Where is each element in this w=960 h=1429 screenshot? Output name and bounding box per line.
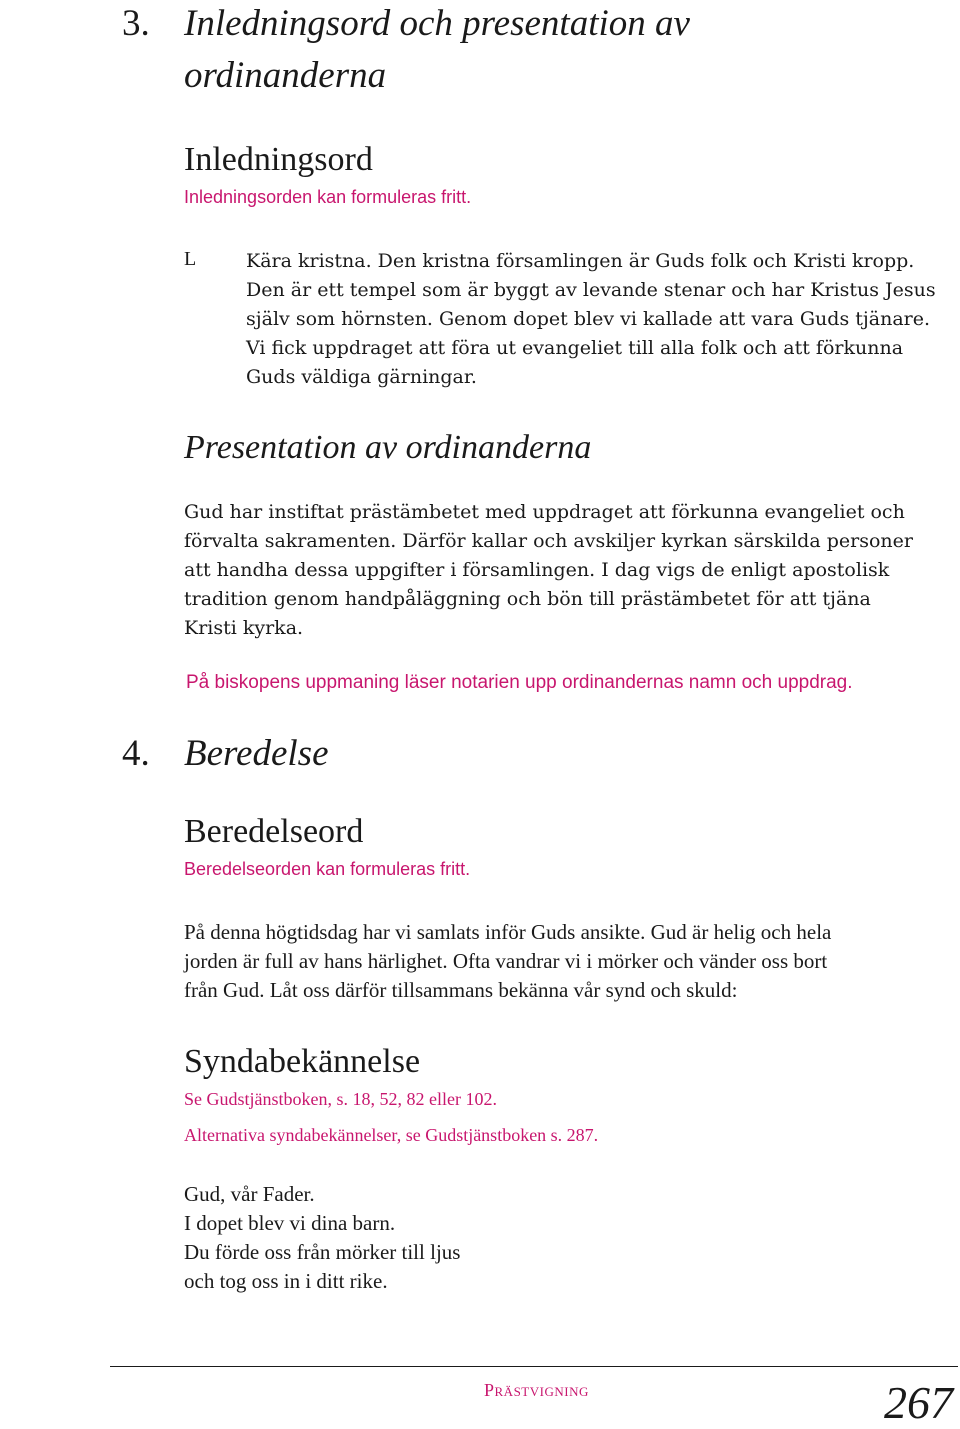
text-line: Guds väldiga gärningar. [246,366,477,388]
text-line: tradition genom handpåläggning och bön till prästämbetet för att tjäna [184,588,871,610]
syndabekannelse-rubric-1: Se Gudstjänstboken, s. 18, 52, 82 eller 102. [184,1089,497,1109]
section-4-heading [0,730,960,780]
beredelseord-rubric: Beredelseorden kan formuleras fritt. [184,859,471,879]
section-title: Beredelse [184,733,329,774]
text-line: Du förde oss från mörker till ljus [184,1240,461,1264]
page-number: 267 [884,1377,953,1428]
text-line: Vi fick uppdraget att föra ut evangeliet till alla folk och att förkunna [246,337,904,359]
section-title-line-1: Inledningsord och presentation av [184,3,690,44]
syndabekannelse-heading: Syndabekännelse [184,1043,421,1080]
beredelseord-text [184,918,958,1005]
section-number: 3. [122,3,150,44]
text-line: Kristi kyrka. [184,617,304,639]
text-line: själv som hörnsten. Genom dopet blev vi kallade att vara Guds tjänare. [246,308,931,330]
text-line: och tog oss in i ditt rike. [184,1269,388,1293]
section-3-heading [0,0,960,100]
text-line: jorden är full av hans härlighet. Ofta vandrar vi i mörker och vänder oss bort [184,949,828,973]
text-line: Den är ett tempel som är byggt av levande stenar och har Kristus Jesus [246,279,936,301]
text-line: att handha dessa uppgifter i församlingen. I dag vigs de enligt apostolisk [184,559,890,581]
text-line: I dopet blev vi dina barn. [184,1211,396,1235]
inledningsord-heading: Inledningsord [184,141,373,178]
presentation-rubric: På biskopens uppmaning läser notarien upp ordinandernas namn och uppdrag. [186,672,853,693]
inledningsord-text [246,247,958,392]
text-line: På denna högtidsdag har vi samlats inför Guds ansikte. Gud är helig och hela [184,920,832,944]
text-line: Kära kristna. Den kristna församlingen är Guds folk och Kristi kropp. [246,250,915,272]
footer-title: Prästvigning [484,1380,589,1400]
beredelseord-heading: Beredelseord [184,813,364,850]
inledningsord-rubric: Inledningsorden kan formuleras fritt. [184,187,472,207]
leader-mark: L [184,248,197,270]
text-line: förvalta sakramenten. Därför kallar och avskiljer kyrkan särskilda personer [184,530,913,552]
presentation-heading: Presentation av ordinanderna [184,429,592,466]
footer-rule [110,1366,958,1367]
text-line: från Gud. Låt oss därför tillsammans bekänna vår synd och skuld: [184,978,738,1002]
syndabekannelse-text [184,1180,784,1296]
text-line: Gud har instiftat prästämbetet med uppdraget att förkunna evangeliet och [184,501,905,523]
presentation-text [184,498,958,643]
text-line: Gud, vår Fader. [184,1182,315,1206]
syndabekannelse-rubric-2: Alternativa syndabekännelser, se Gudstjänstboken s. 287. [184,1125,599,1145]
section-title-line-2: ordinanderna [184,55,387,96]
section-number: 4. [122,733,150,774]
